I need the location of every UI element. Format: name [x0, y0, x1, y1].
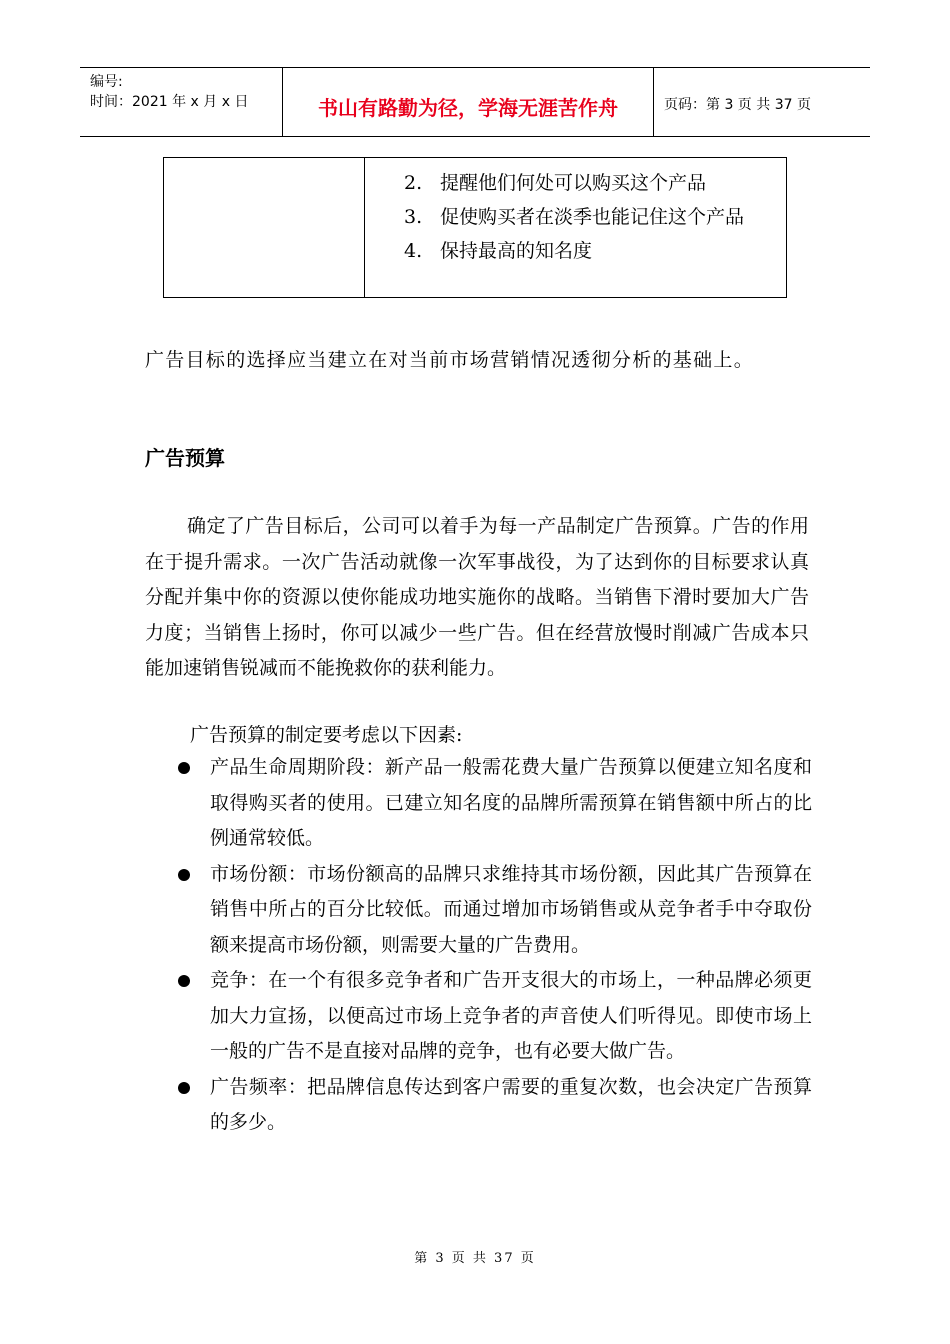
section-paragraph: 确定了广告目标后，公司可以着手为每一产品制定广告预算。广告的作用在于提升需求。一次广告活动就像一次军事战役，为了达到你的目标要求认真分配并集中你的资源以使你能成功地实施你的战略。当销售下滑时要加大广告力度；当销售上扬时，你可以减少一些广告。但在经营放慢时削减广告成本只能加速销售锐减而不能挽救你的获利能力。 — [145, 515, 809, 679]
bullet-dot-icon — [178, 869, 190, 881]
objectives-table-fragment — [163, 157, 787, 298]
page-header — [80, 67, 870, 137]
bullet-dot-icon — [178, 975, 190, 987]
section-heading: 广告预算 — [145, 446, 225, 470]
factor-text: 产品生命周期阶段：新产品一般需花费大量广告预算以便建立知名度和取得购买者的使用。已建立知名度的品牌所需预算在销售额中所占的比例通常较低。 — [210, 756, 812, 849]
factor-item — [172, 857, 812, 964]
table-column-divider — [364, 158, 365, 297]
header-page-cell — [654, 68, 870, 136]
document-time-label: 时间：2021 年 x 月 x 日 — [90, 94, 249, 110]
page-footer: 第 3 页 共 37 页 — [414, 1251, 536, 1266]
factor-item — [172, 1070, 812, 1141]
header-meta-cell — [80, 68, 283, 136]
header-motto-cell — [283, 68, 654, 136]
bullet-dot-icon — [178, 1082, 190, 1094]
table-list-item — [404, 166, 776, 200]
factor-item — [172, 963, 812, 1070]
item-number: 4. — [404, 240, 423, 262]
factor-text: 市场份额：市场份额高的品牌只求维持其市场份额，因此其广告预算在销售中所占的百分比较低。而通过增加市场销售或从竞争者手中夺取份额来提高市场份额，则需要大量的广告费用。 — [210, 862, 812, 956]
section-paragraph-container — [145, 509, 809, 687]
factor-text: 广告频率：把品牌信息传达到客户需要的重复次数，也会决定广告预算的多少。 — [210, 1075, 812, 1133]
table-list-item — [404, 200, 776, 234]
factors-list — [172, 750, 812, 1141]
factors-intro: 广告预算的制定要考虑以下因素: — [190, 724, 463, 746]
item-text: 促使购买者在淡季也能记住这个产品 — [440, 206, 745, 228]
intro-sentence: 广告目标的选择应当建立在对当前市场营销情况透彻分析的基础上。 — [145, 349, 755, 371]
bullet-dot-icon — [178, 762, 190, 774]
header-motto: 书山有路勤为径，学海无涯苦作舟 — [318, 96, 618, 120]
table-list-item — [404, 234, 776, 268]
header-page-info: 页码：第 3 页 共 37 页 — [664, 97, 811, 113]
table-item-list — [404, 166, 776, 268]
item-text: 提醒他们何处可以购买这个产品 — [440, 172, 707, 194]
document-number-label: 编号: — [90, 74, 123, 90]
factor-text: 竞争：在一个有很多竞争者和广告开支很大的市场上，一种品牌必须更加大力宣扬，以便高过市场上竞争者的声音使人们听得见。即使市场上一般的广告不是直接对品牌的竞争，也有必要大做广告。 — [210, 969, 812, 1062]
item-text: 保持最高的知名度 — [440, 240, 593, 262]
item-number: 2. — [404, 172, 423, 194]
factor-item — [172, 750, 812, 857]
item-number: 3. — [404, 206, 423, 228]
